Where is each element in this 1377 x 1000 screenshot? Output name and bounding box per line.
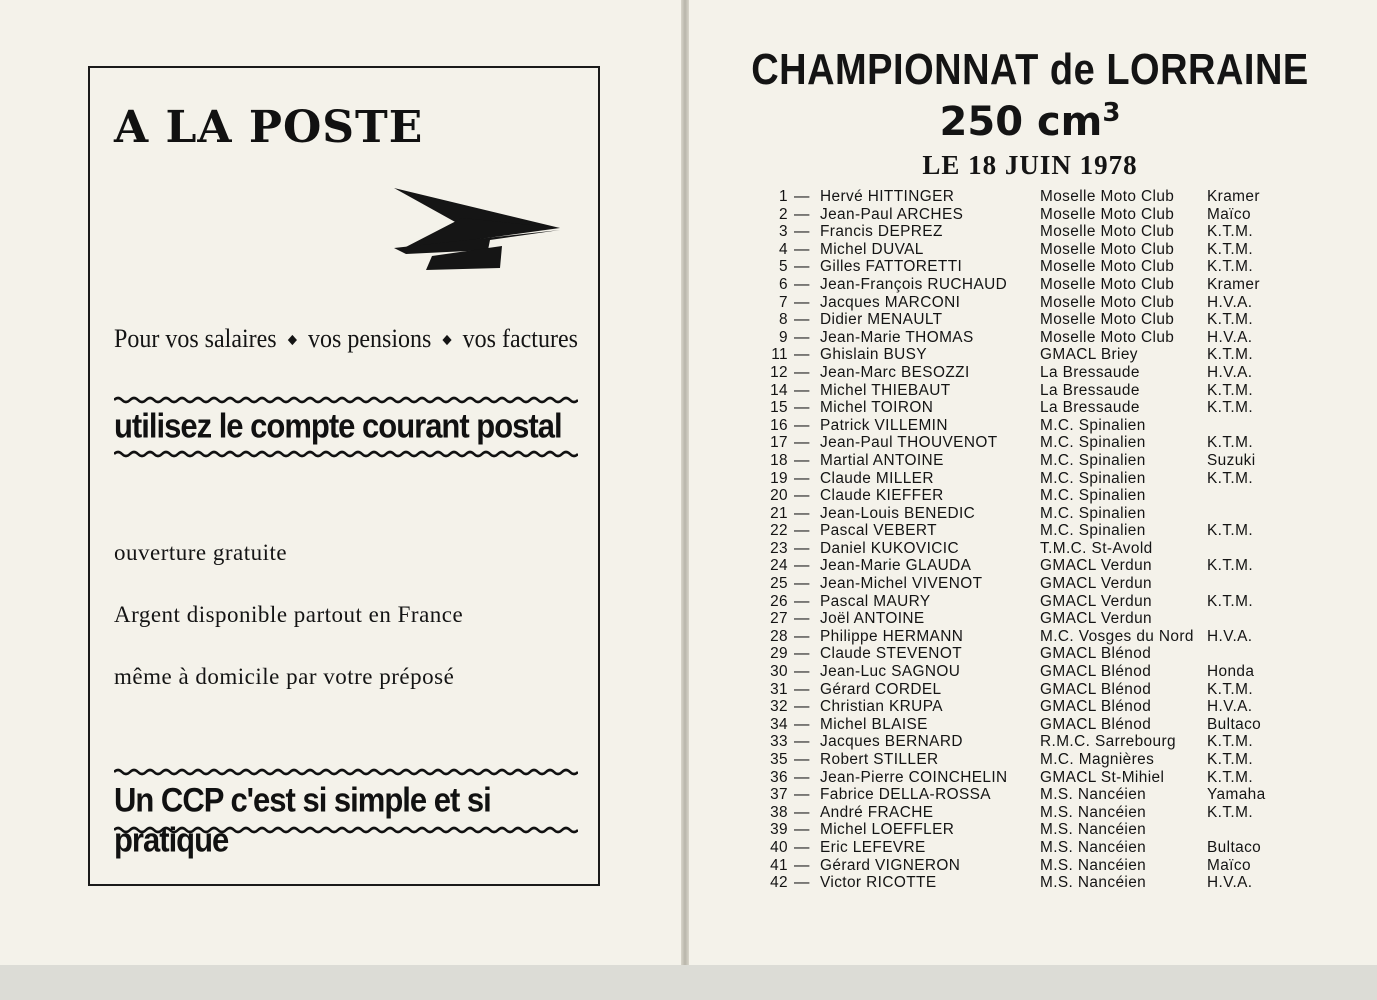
- club-name: M.C. Magnières: [1040, 751, 1155, 768]
- club-name: M.C. Spinalien: [1040, 487, 1146, 505]
- entry-dash: —: [794, 838, 810, 856]
- entry-row: [760, 593, 1300, 611]
- club-name: GMACL Blénod: [1040, 698, 1152, 716]
- entry-row: [760, 698, 1300, 716]
- rider-name: Claude MILLER: [820, 469, 934, 487]
- advert-slogan: Un CCP c'est si simple et si pratique: [114, 780, 491, 860]
- entry-dash: —: [794, 434, 810, 452]
- class-title: [700, 98, 1360, 145]
- club-name: GMACL Verdun: [1040, 610, 1153, 628]
- wavy-divider: [114, 768, 578, 776]
- bullet-pensions: vos pensions: [307, 324, 432, 354]
- club-name: R.M.C. Sarrebourg: [1040, 733, 1176, 751]
- entry-dash: —: [794, 504, 810, 522]
- motorcycle-brand: K.T.M.: [1207, 311, 1254, 329]
- entry-dash: —: [794, 680, 810, 698]
- entry-number: 9: [779, 328, 788, 346]
- entry-number: 37: [770, 786, 788, 804]
- rider-name: Jean-Paul ARCHES: [820, 205, 964, 223]
- motorcycle-brand: K.T.M.: [1207, 399, 1254, 417]
- entry-number: 14: [770, 381, 788, 399]
- class-number: 250 cm: [939, 99, 1103, 145]
- advert-line-argent: Argent disponible partout en France: [114, 602, 464, 627]
- motorcycle-brand: H.V.A.: [1207, 328, 1253, 346]
- entry-dash: —: [794, 311, 810, 329]
- motorcycle-brand: Kramer: [1207, 188, 1260, 205]
- motorcycle-brand: K.T.M.: [1207, 434, 1254, 452]
- motorcycle-brand: H.V.A.: [1207, 698, 1253, 716]
- entry-number: 26: [770, 592, 788, 610]
- entry-number: 8: [779, 311, 788, 329]
- motorcycle-brand: K.T.M.: [1207, 258, 1254, 276]
- entry-row: [760, 276, 1300, 294]
- wavy-divider: [114, 826, 578, 834]
- entry-dash: —: [794, 416, 810, 434]
- rider-name: Christian KRUPA: [820, 698, 943, 716]
- bullet-salaires: Pour vos salaires: [114, 324, 277, 354]
- rider-name: Jean-Marc BESOZZI: [820, 363, 970, 381]
- entry-dash: —: [794, 381, 810, 399]
- club-name: M.S. Nancéien: [1040, 856, 1147, 874]
- advert-title: A LA POSTE: [114, 102, 424, 153]
- separator-diamond-icon: ◆: [287, 331, 297, 347]
- motorcycle-brand: K.T.M.: [1207, 223, 1254, 241]
- entry-number: 18: [770, 451, 788, 469]
- page-gutter: [681, 0, 689, 965]
- entry-row: [760, 417, 1300, 435]
- club-name: T.M.C. St-Avold: [1040, 539, 1153, 557]
- entry-dash: —: [794, 610, 810, 628]
- rider-name: Jacques BERNARD: [820, 733, 963, 751]
- entry-row: [760, 857, 1300, 875]
- entry-row: [760, 681, 1300, 699]
- entry-number: 36: [770, 768, 788, 786]
- entry-dash: —: [794, 223, 810, 241]
- rider-name: Claude KIEFFER: [820, 487, 944, 505]
- rider-name: Victor RICOTTE: [820, 874, 937, 892]
- entry-row: [760, 716, 1300, 734]
- entry-number: 3: [779, 223, 788, 241]
- motorcycle-brand: H.V.A.: [1207, 627, 1253, 645]
- rider-name: Gérard VIGNERON: [820, 856, 961, 874]
- club-name: GMACL St-Mihiel: [1040, 768, 1165, 786]
- club-name: Moselle Moto Club: [1040, 223, 1175, 241]
- entry-number: 33: [770, 733, 788, 751]
- club-name: M.C. Spinalien: [1040, 434, 1146, 452]
- club-name: M.C. Spinalien: [1040, 469, 1146, 487]
- rider-name: Jean-François RUCHAUD: [820, 275, 1008, 293]
- entry-dash: —: [794, 399, 810, 417]
- entry-number: 22: [770, 522, 788, 540]
- rider-name: André FRACHE: [820, 803, 934, 821]
- rider-name: Michel TOIRON: [820, 399, 934, 417]
- club-name: GMACL Verdun: [1040, 557, 1153, 575]
- entry-number: 25: [770, 575, 788, 593]
- entry-number: 16: [770, 416, 788, 434]
- motorcycle-brand: Honda: [1207, 663, 1255, 681]
- entry-row: [760, 206, 1300, 224]
- entry-dash: —: [794, 803, 810, 821]
- motorcycle-brand: H.V.A.: [1207, 874, 1253, 892]
- entry-row: [760, 786, 1300, 804]
- motorcycle-brand: K.T.M.: [1207, 592, 1254, 610]
- entry-number: 27: [770, 610, 788, 628]
- entry-number: 21: [770, 504, 788, 522]
- entry-row: [760, 540, 1300, 558]
- club-name: M.S. Nancéien: [1040, 803, 1147, 821]
- entry-row: [760, 751, 1300, 769]
- rider-name: Claude STEVENOT: [820, 645, 962, 663]
- entry-row: [760, 821, 1300, 839]
- entry-row: [760, 188, 1300, 206]
- club-name: La Bressaude: [1040, 363, 1140, 381]
- motorcycle-brand: K.T.M.: [1207, 381, 1254, 399]
- entry-dash: —: [794, 346, 810, 364]
- entry-dash: —: [794, 751, 810, 768]
- entry-row: [760, 557, 1300, 575]
- rider-name: Jean-Luc SAGNOU: [820, 663, 961, 681]
- motorcycle-brand: K.T.M.: [1207, 733, 1254, 751]
- entry-list: [760, 188, 1300, 892]
- wavy-divider: [114, 396, 578, 404]
- rider-name: Jean-Michel VIVENOT: [820, 575, 983, 593]
- entry-row: [760, 874, 1300, 892]
- motorcycle-brand: K.T.M.: [1207, 768, 1254, 786]
- entry-row: [760, 329, 1300, 347]
- rider-name: Gérard CORDEL: [820, 680, 942, 698]
- entry-dash: —: [794, 698, 810, 716]
- bullet-factures: vos factures: [462, 324, 578, 354]
- entry-number: 30: [770, 663, 788, 681]
- entry-number: 41: [770, 856, 788, 874]
- club-name: GMACL Blénod: [1040, 680, 1152, 698]
- advert-line-ouverture: ouverture gratuite: [114, 540, 288, 565]
- entry-number: 23: [770, 539, 788, 557]
- entry-dash: —: [794, 363, 810, 381]
- club-name: Moselle Moto Club: [1040, 188, 1175, 205]
- entry-number: 29: [770, 645, 788, 663]
- event-date: LE 18 JUIN 1978: [922, 150, 1138, 180]
- entry-number: 19: [770, 469, 788, 487]
- entry-row: [760, 241, 1300, 259]
- entry-number: 7: [779, 293, 788, 311]
- entry-dash: —: [794, 328, 810, 346]
- entry-dash: —: [794, 539, 810, 557]
- entry-number: 20: [770, 487, 788, 505]
- club-name: GMACL Verdun: [1040, 575, 1153, 593]
- entry-dash: —: [794, 715, 810, 733]
- club-name: GMACL Verdun: [1040, 592, 1153, 610]
- club-name: Moselle Moto Club: [1040, 275, 1175, 293]
- rider-name: Michel LOEFFLER: [820, 821, 955, 839]
- entry-row: [760, 487, 1300, 505]
- entry-row: [760, 769, 1300, 787]
- entry-row: [760, 628, 1300, 646]
- motorcycle-brand: K.T.M.: [1207, 240, 1254, 258]
- rider-name: Pascal VEBERT: [820, 522, 937, 540]
- motorcycle-brand: K.T.M.: [1207, 751, 1254, 768]
- club-name: Moselle Moto Club: [1040, 328, 1175, 346]
- entry-number: 39: [770, 821, 788, 839]
- advertisement-box: [88, 66, 600, 886]
- entry-number: 12: [770, 363, 788, 381]
- la-poste-bird-logo-icon: [392, 188, 562, 272]
- club-name: La Bressaude: [1040, 399, 1140, 417]
- club-name: Moselle Moto Club: [1040, 258, 1175, 276]
- rider-name: Michel THIEBAUT: [820, 381, 951, 399]
- motorcycle-brand: K.T.M.: [1207, 680, 1254, 698]
- entry-row: [760, 294, 1300, 312]
- rider-name: Eric LEFEVRE: [820, 838, 926, 856]
- championship-title: CHAMPIONNAT de LORRAINE: [751, 46, 1309, 95]
- club-name: GMACL Blénod: [1040, 645, 1152, 663]
- entry-dash: —: [794, 733, 810, 751]
- motorcycle-brand: Maïco: [1207, 856, 1251, 874]
- entry-dash: —: [794, 786, 810, 804]
- entry-dash: —: [794, 275, 810, 293]
- entry-dash: —: [794, 874, 810, 892]
- rider-name: Ghislain BUSY: [820, 346, 927, 364]
- entry-dash: —: [794, 592, 810, 610]
- rider-name: Gilles FATTORETTI: [820, 258, 963, 276]
- entry-row: [760, 470, 1300, 488]
- motorcycle-brand: H.V.A.: [1207, 363, 1253, 381]
- entry-dash: —: [794, 188, 810, 205]
- entry-row: [760, 382, 1300, 400]
- club-name: M.S. Nancéien: [1040, 874, 1147, 892]
- entry-row: [760, 346, 1300, 364]
- motorcycle-brand: Bultaco: [1207, 715, 1262, 733]
- rider-name: Jean-Pierre COINCHELIN: [820, 768, 1008, 786]
- entry-row: [760, 223, 1300, 241]
- entry-row: [760, 399, 1300, 417]
- wavy-divider: [114, 450, 578, 458]
- entry-dash: —: [794, 627, 810, 645]
- entry-number: 40: [770, 838, 788, 856]
- entry-row: [760, 839, 1300, 857]
- entry-number: 15: [770, 399, 788, 417]
- entry-number: 35: [770, 751, 788, 768]
- rider-name: Pascal MAURY: [820, 592, 931, 610]
- club-name: GMACL Briey: [1040, 346, 1138, 364]
- entry-number: 32: [770, 698, 788, 716]
- club-name: M.C. Spinalien: [1040, 416, 1146, 434]
- entry-dash: —: [794, 645, 810, 663]
- club-name: M.C. Spinalien: [1040, 451, 1146, 469]
- entry-number: 28: [770, 627, 788, 645]
- entry-row: [760, 364, 1300, 382]
- rider-name: Michel DUVAL: [820, 240, 924, 258]
- club-name: M.S. Nancéien: [1040, 786, 1147, 804]
- entry-row: [760, 311, 1300, 329]
- entry-dash: —: [794, 522, 810, 540]
- entry-dash: —: [794, 469, 810, 487]
- class-exponent: 3: [1102, 98, 1121, 128]
- separator-diamond-icon: ◆: [442, 331, 452, 347]
- entry-dash: —: [794, 768, 810, 786]
- entry-row: [760, 505, 1300, 523]
- entry-dash: —: [794, 821, 810, 839]
- entry-dash: —: [794, 487, 810, 505]
- rider-name: Jean-Paul THOUVENOT: [820, 434, 998, 452]
- rider-name: Jean-Louis BENEDIC: [820, 504, 976, 522]
- entry-row: [760, 804, 1300, 822]
- entry-row: [760, 452, 1300, 470]
- entry-dash: —: [794, 451, 810, 469]
- club-name: GMACL Blénod: [1040, 663, 1152, 681]
- motorcycle-brand: K.T.M.: [1207, 522, 1254, 540]
- club-name: GMACL Blénod: [1040, 715, 1152, 733]
- entry-number: 38: [770, 803, 788, 821]
- motorcycle-brand: Bultaco: [1207, 838, 1262, 856]
- motorcycle-brand: Maïco: [1207, 205, 1251, 223]
- club-name: M.S. Nancéien: [1040, 821, 1147, 839]
- rider-name: Philippe HERMANN: [820, 627, 964, 645]
- entry-row: [760, 522, 1300, 540]
- advert-bullets: [114, 324, 578, 354]
- entry-dash: —: [794, 557, 810, 575]
- club-name: Moselle Moto Club: [1040, 311, 1175, 329]
- entry-number: 17: [770, 434, 788, 452]
- entry-number: 24: [770, 557, 788, 575]
- advert-line-domicile: même à domicile par votre préposé: [114, 664, 455, 689]
- entry-row: [760, 663, 1300, 681]
- entry-dash: —: [794, 663, 810, 681]
- rider-name: Daniel KUKOVICIC: [820, 539, 959, 557]
- rider-name: Fabrice DELLA-ROSSA: [820, 786, 991, 804]
- rider-name: Martial ANTOINE: [820, 451, 944, 469]
- club-name: Moselle Moto Club: [1040, 205, 1175, 223]
- entry-number: 11: [771, 346, 788, 364]
- rider-name: Michel BLAISE: [820, 715, 928, 733]
- rider-name: Robert STILLER: [820, 751, 939, 768]
- motorcycle-brand: K.T.M.: [1207, 803, 1254, 821]
- entry-row: [760, 610, 1300, 628]
- motorcycle-brand: Suzuki: [1207, 451, 1256, 469]
- club-name: Moselle Moto Club: [1040, 240, 1175, 258]
- entry-number: 42: [770, 874, 788, 892]
- rider-name: Hervé HITTINGER: [820, 188, 955, 205]
- rider-name: Joël ANTOINE: [820, 610, 925, 628]
- entry-number: 4: [779, 240, 788, 258]
- rider-name: Jean-Marie GLAUDA: [820, 557, 972, 575]
- rider-name: Francis DEPREZ: [820, 223, 943, 241]
- club-name: M.C. Vosges du Nord: [1040, 627, 1194, 645]
- club-name: M.S. Nancéien: [1040, 838, 1147, 856]
- entry-dash: —: [794, 293, 810, 311]
- entry-number: 31: [770, 680, 788, 698]
- entry-number: 34: [770, 715, 788, 733]
- entry-dash: —: [794, 856, 810, 874]
- club-name: La Bressaude: [1040, 381, 1140, 399]
- motorcycle-brand: K.T.M.: [1207, 346, 1254, 364]
- entry-dash: —: [794, 240, 810, 258]
- entry-number: 6: [779, 275, 788, 293]
- motorcycle-brand: Kramer: [1207, 275, 1260, 293]
- scan-background: [0, 965, 1377, 1000]
- motorcycle-brand: K.T.M.: [1207, 557, 1254, 575]
- entry-number: 2: [779, 205, 788, 223]
- motorcycle-brand: Yamaha: [1207, 786, 1266, 804]
- entry-dash: —: [794, 575, 810, 593]
- entry-row: [760, 645, 1300, 663]
- entry-dash: —: [794, 205, 810, 223]
- club-name: M.C. Spinalien: [1040, 504, 1146, 522]
- rider-name: Jacques MARCONI: [820, 293, 961, 311]
- club-name: Moselle Moto Club: [1040, 293, 1175, 311]
- rider-name: Patrick VILLEMIN: [820, 416, 948, 434]
- entry-dash: —: [794, 258, 810, 276]
- club-name: M.C. Spinalien: [1040, 522, 1146, 540]
- entry-row: [760, 575, 1300, 593]
- entry-row: [760, 258, 1300, 276]
- motorcycle-brand: K.T.M.: [1207, 469, 1254, 487]
- entry-number: 5: [779, 258, 788, 276]
- rider-name: Jean-Marie THOMAS: [820, 328, 974, 346]
- entry-row: [760, 434, 1300, 452]
- advert-headline: utilisez le compte courant postal: [114, 406, 562, 446]
- entry-row: [760, 733, 1300, 751]
- entry-number: 1: [779, 188, 788, 205]
- motorcycle-brand: H.V.A.: [1207, 293, 1253, 311]
- rider-name: Didier MENAULT: [820, 311, 943, 329]
